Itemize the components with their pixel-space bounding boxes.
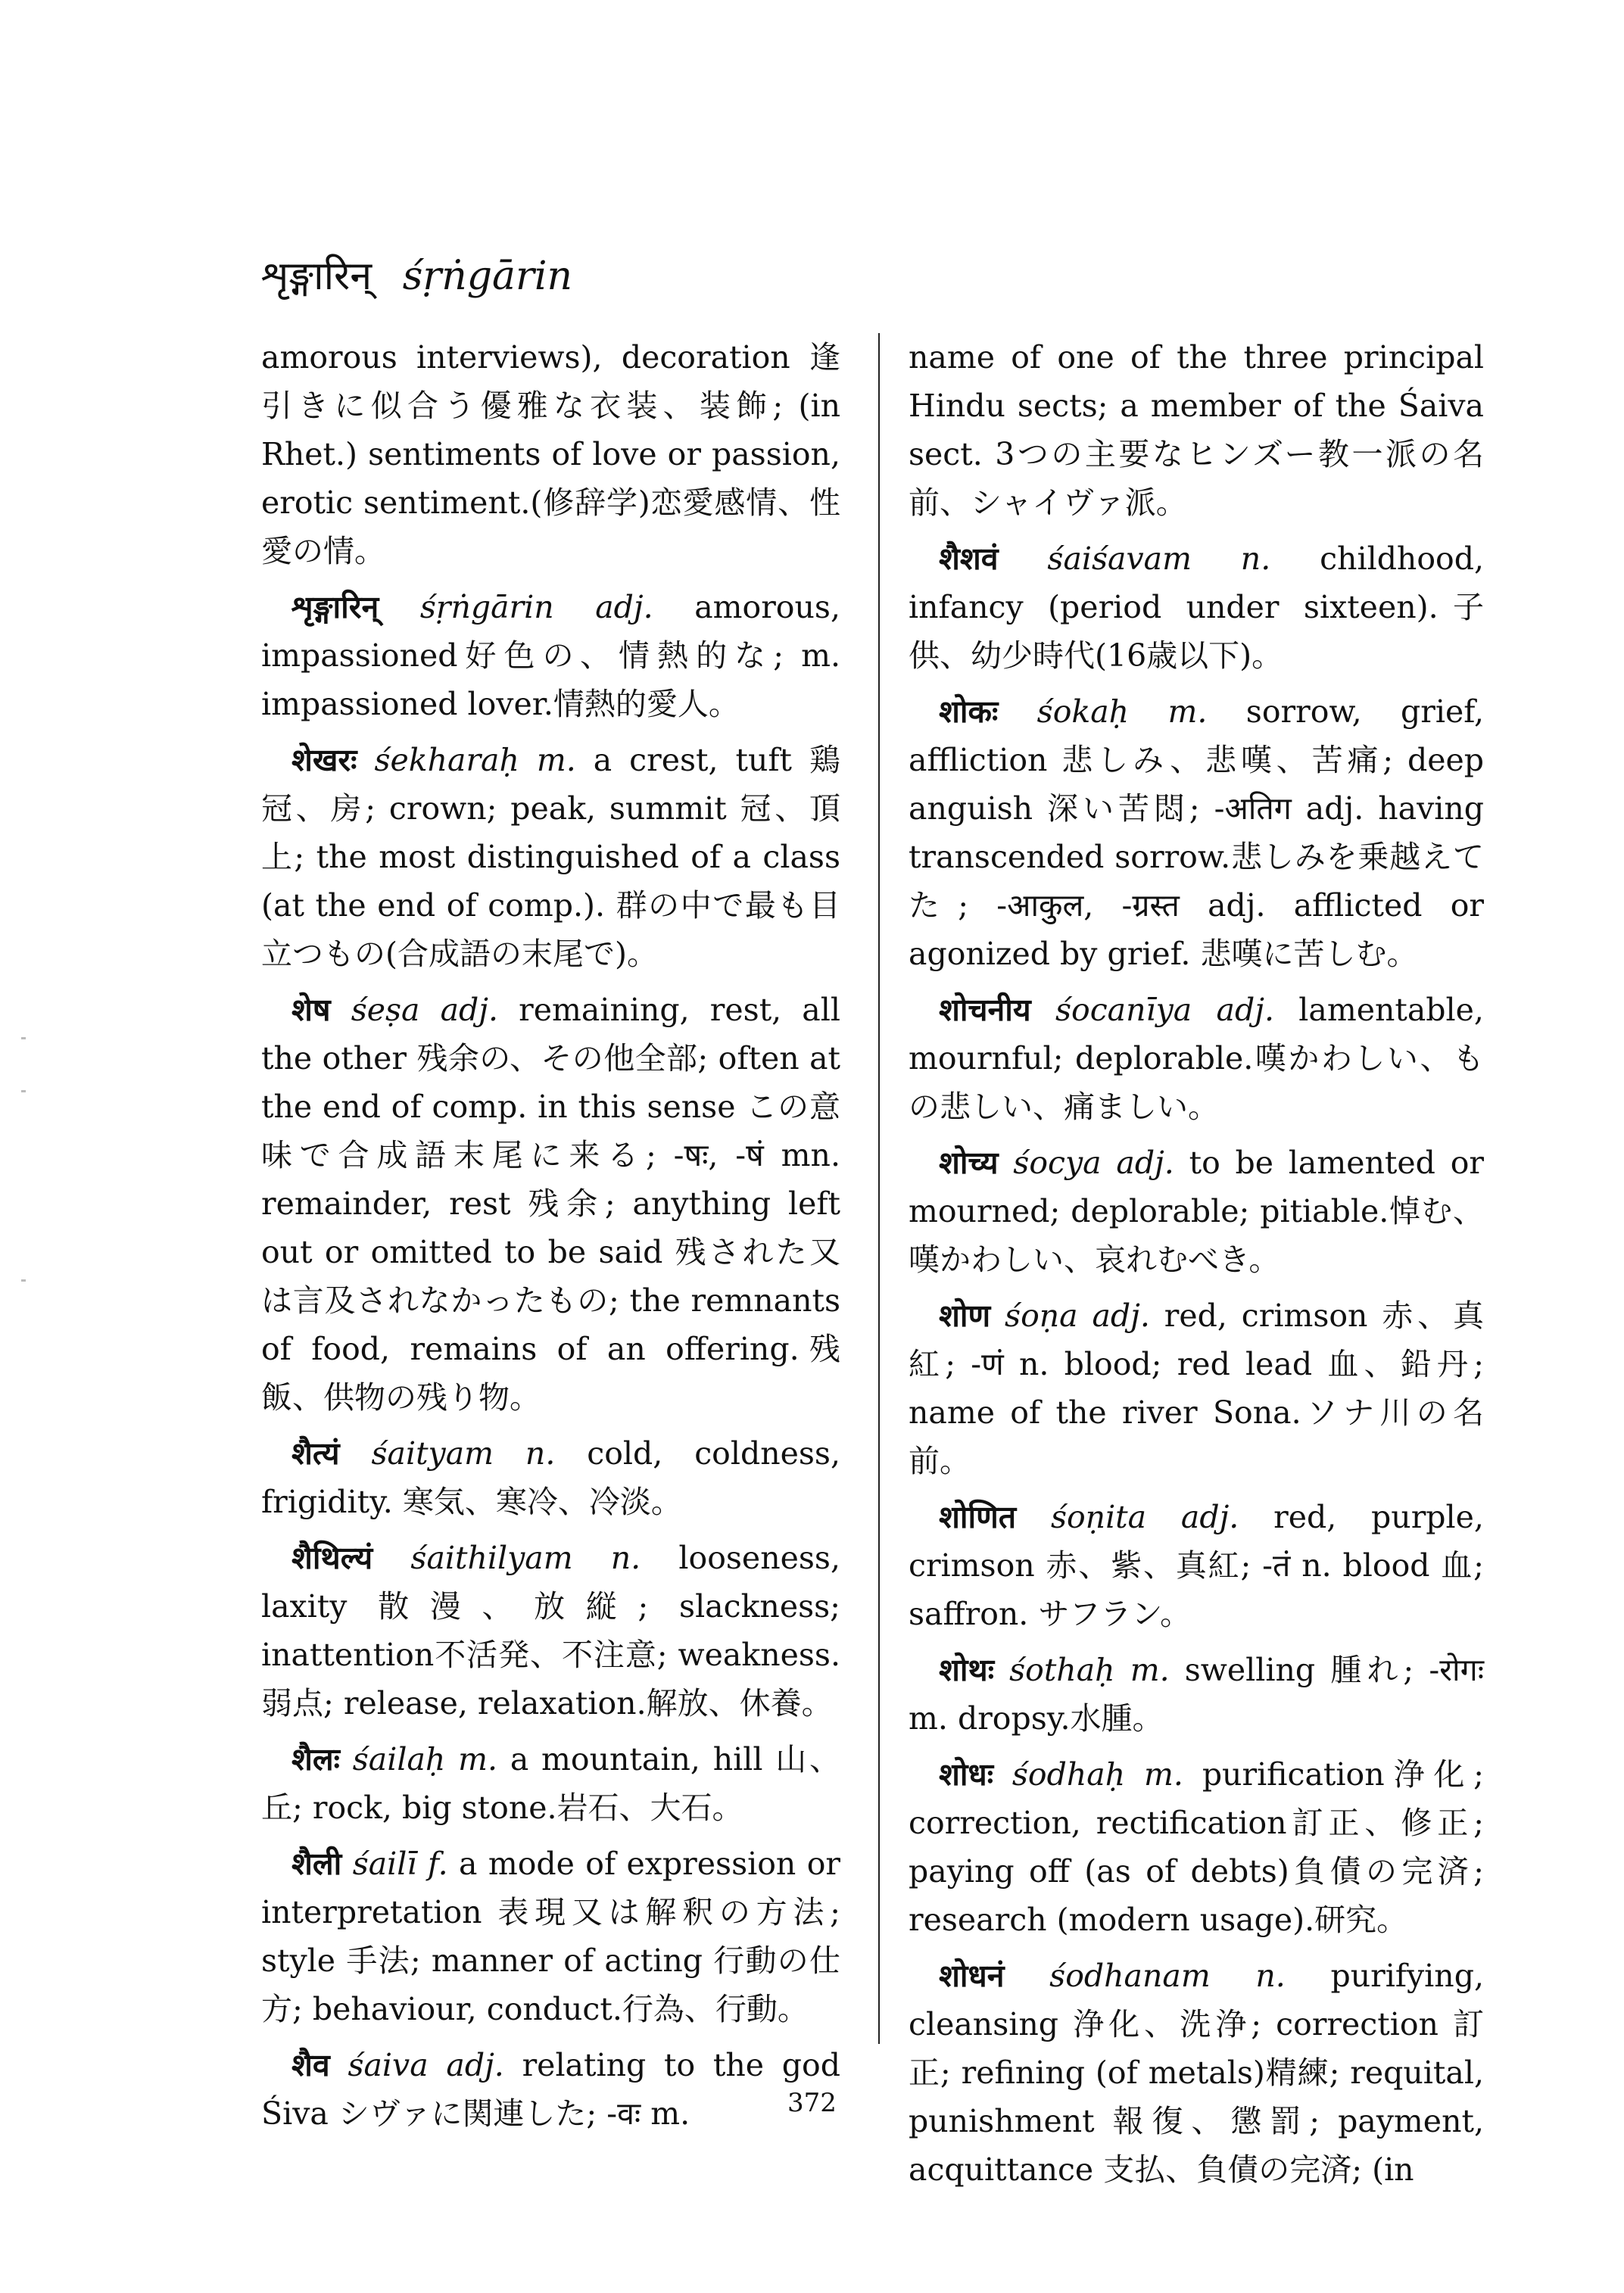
entry-transliteration: śodhanam n. (1049, 1958, 1286, 1994)
entry-definition: amorous, impassioned好色の、情熱的な; m. impassioned lover.情熱的愛人。 (261, 589, 840, 722)
entry-definition: purification浄化; correction, rectification訂正、修正; paying off (as of debts)負債の完済; research (modern usage).研究。 (909, 1756, 1484, 1938)
entry-definition: purifying, cleansing 浄化、洗浄; correction 訂正; refining (of metals)精練; requital, punishment 報復、懲罰; payment, acquittance 支払、負債の完済; (in (909, 1958, 1484, 2188)
entry-headword: शेष (291, 992, 331, 1028)
dictionary-entry (261, 986, 840, 1422)
dictionary-entry (909, 1750, 1484, 1944)
entry-headword: शैव (291, 2047, 330, 2083)
entry-definition: childhood, infancy (period under sixteen).子供、幼少時代(16歳以下)。 (909, 541, 1484, 674)
margin-speck (21, 1037, 26, 1039)
dictionary-entry (261, 583, 840, 728)
dictionary-entry (261, 1534, 840, 1728)
entry-headword: शोण (939, 1298, 991, 1334)
entry-definition: cold, coldness, frigidity. 寒気、寒冷、冷淡。 (261, 1435, 841, 1520)
entry-transliteration: śekharaḥ m. (374, 742, 576, 778)
entry-transliteration: śeṣa adj. (351, 992, 499, 1028)
dictionary-entry (261, 333, 840, 575)
entry-headword: शैत्यं (291, 1435, 340, 1472)
entry-definition: looseness, laxity 散漫、放縦; slackness; inattention不活発、不注意; weakness. 弱点; release, relaxation.解放、休養。 (261, 1540, 840, 1721)
entry-transliteration: śailī f. (352, 1846, 448, 1882)
entry-definition: amorous interviews), decoration 逢引きに似合う優雅な衣装、装飾; (in Rhet.) sentiments of love or passion, erotic sentiment.(修辞学)恋愛感情、性愛の情。 (261, 339, 840, 569)
entry-definition: remaining, rest, all the other 残余の、その他全部; often at the end of comp. in this sense この意味で合成語末尾に来る; -षः, -षं mn. remainder, rest 残余; anything left out or omitted to be said 残された又は言及されなかったもの; the remnants of food, remains of an offering.残飯、供物の残り物。 (261, 992, 840, 1416)
entry-transliteration: śaiśavam n. (1047, 541, 1271, 577)
dictionary-entry (909, 1291, 1484, 1485)
dictionary-entry (261, 1735, 840, 1832)
right-column (909, 333, 1484, 2201)
entry-transliteration: śokaḥ m. (1036, 693, 1208, 730)
entry-headword: शैली (291, 1846, 342, 1882)
entry-definition: name of one of the three principal Hindu sects; a member of the Śaiva sect. 3つの主要なヒンズー教一派の名前、シャイヴァ派。 (909, 339, 1484, 521)
entry-transliteration: śaityam n. (371, 1435, 556, 1472)
entry-headword: शोकः (939, 693, 999, 730)
page-number: 372 (787, 2088, 837, 2118)
entry-headword: शोधः (939, 1756, 993, 1793)
dictionary-entry (909, 1139, 1484, 1284)
entry-headword: शैथिल्यं (291, 1540, 373, 1576)
entry-headword: शैलः (291, 1741, 340, 1777)
dictionary-entry (909, 1952, 1484, 2194)
dictionary-entry (909, 333, 1484, 527)
entry-transliteration: śaiva adj. (348, 2047, 504, 2083)
dictionary-entry (909, 687, 1484, 978)
entry-definition: a crest, tuft 鶏冠、房; crown; peak, summit 冠、頂上; the most distinguished of a class (at the end of comp.). 群の中で最も目立つもの(合成語の末尾で)。 (261, 742, 840, 972)
entry-headword: शोचनीय (939, 992, 1031, 1028)
dictionary-entry (261, 736, 840, 978)
running-headword-roman: śṛṅgārin (402, 254, 573, 299)
margin-speck (21, 1090, 26, 1092)
entry-headword: शोथः (939, 1652, 994, 1688)
entry-definition: a mode of expression or interpretation 表現又は解釈の方法; style 手法; manner of acting 行動の仕方; behaviour, conduct.行為、行動。 (261, 1846, 840, 2027)
entry-transliteration: śoṇita adj. (1050, 1499, 1239, 1535)
entry-transliteration: śothaḥ m. (1009, 1652, 1170, 1688)
entry-transliteration: śocanīya adj. (1055, 992, 1274, 1028)
dictionary-entry (909, 1493, 1484, 1638)
entry-definition: lamentable, mournful; deplorable.嘆かわしい、もの悲しい、痛ましい。 (909, 992, 1484, 1125)
entry-headword: शैशवं (939, 541, 999, 577)
left-column (261, 333, 840, 2145)
entry-transliteration: śailaḥ m. (352, 1741, 498, 1777)
entry-transliteration: śoṇa adj. (1005, 1298, 1150, 1334)
entry-headword: शेखरः (291, 742, 357, 778)
entry-transliteration: śṛṅgārin adj. (419, 589, 653, 625)
dictionary-entry (261, 1429, 840, 1526)
dictionary-entry (261, 1840, 840, 2033)
column-divider (878, 333, 880, 2044)
entry-headword: शोधनं (939, 1958, 1005, 1994)
margin-speck (21, 1279, 26, 1282)
entry-transliteration: śocya adj. (1013, 1145, 1174, 1181)
entry-definition: relating to the god Śiva シヴァに関連した; -वः m. (261, 2047, 840, 2132)
running-headword-devanagari: शृङ्गारिन् (261, 254, 372, 299)
entry-definition: a mountain, hill 山、丘; rock, big stone.岩石、大石。 (261, 1741, 840, 1826)
entry-transliteration: śodhaḥ m. (1011, 1756, 1183, 1793)
entry-definition: red, crimson 赤、真紅; -णं n. blood; red lead 血、鉛丹; name of the river Sona.ソナ川の名前。 (909, 1298, 1484, 1479)
entry-definition: to be lamented or mourned; deplorable; pitiable.悼む、嘆かわしい、哀れむべき。 (909, 1145, 1484, 1278)
entry-definition: swelling 腫れ; -रोगः m. dropsy.水腫。 (909, 1652, 1484, 1737)
entry-headword: शोणित (939, 1499, 1017, 1535)
entry-definition: red, purple, crimson 赤、紫、真紅; -तं n. blood 血; saffron. サフラン。 (909, 1499, 1484, 1632)
dictionary-entry (909, 534, 1484, 680)
dictionary-entry (909, 1646, 1484, 1743)
entry-definition: sorrow, grief, affliction 悲しみ、悲嘆、苦痛; deep anguish 深い苦悶; -अतिग adj. having transcended sorrow.悲しみを乗越えてた; -आकुल, -ग्रस्त adj. afflicted or agonized by grief. 悲嘆に苦しむ。 (909, 693, 1484, 972)
running-headword (261, 250, 572, 303)
dictionary-entry (909, 986, 1484, 1131)
entry-headword: शोच्य (939, 1145, 999, 1181)
entry-transliteration: śaithilyam n. (410, 1540, 641, 1576)
entry-headword: शृङ्गारिन् (291, 589, 379, 625)
